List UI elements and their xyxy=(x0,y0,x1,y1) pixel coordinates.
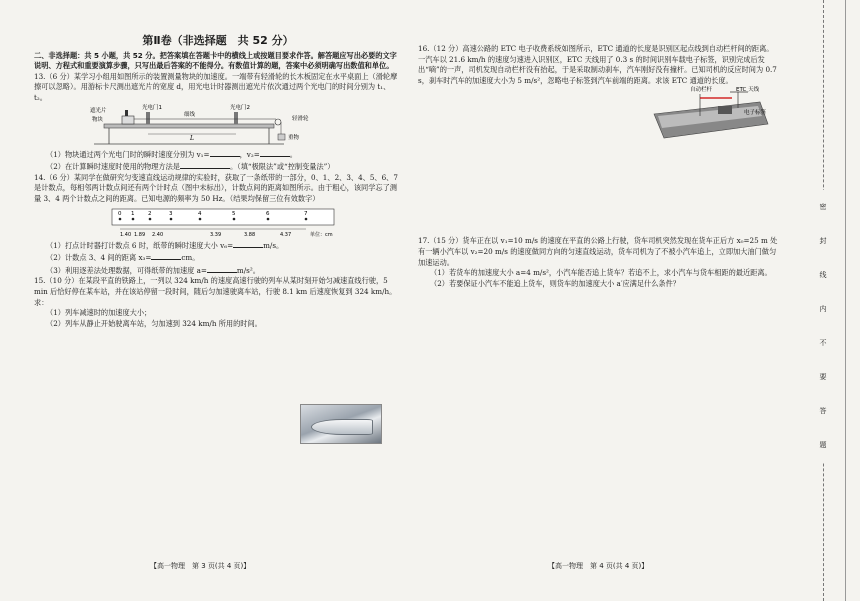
q14-sub1-text: （1）打点计时器打计数点 6 时，纸带的瞬时速度大小 v₆= xyxy=(46,240,234,250)
train-photo xyxy=(300,404,382,444)
q13-sub2 xyxy=(34,160,402,173)
tape-val-3: 3.39 xyxy=(210,231,222,238)
q17-sub1: （1）若货车的加速度大小 a=4 m/s²，小汽车能否追上货车？若追不上，求小汽车与货车相距的最近距离。 xyxy=(430,268,772,278)
q14-sub1 xyxy=(34,239,402,252)
tape-pt-3: 3 xyxy=(169,210,173,217)
seal-char: 密 xyxy=(819,203,827,211)
q13-apparatus-figure xyxy=(34,104,402,148)
q14-sub3-end: m/s²。 xyxy=(236,265,260,275)
page-4 xyxy=(418,36,780,289)
section-intro: 二、非选择题：共 5 小题，共 52 分。把答案填在答题卡中的横线上或按题目要求作答。解答题应写出必要的文字说明、方程式和重要演算步骤，只写出最后答案的不能得分。有数值计算的题，答案中必须明确写出数值和单位。 xyxy=(34,50,397,71)
tape-val-4: 3.88 xyxy=(244,231,256,238)
tape-pt-2: 2 xyxy=(148,210,152,217)
q14-sub1-end: m/s。 xyxy=(263,240,284,250)
seal-char: 答 xyxy=(819,407,827,415)
tape-pt-0: 0 xyxy=(118,210,122,217)
q13-sub1-text: （1）物块通过两个光电门时的瞬时速度分别为 v₁= xyxy=(46,149,210,159)
train-nose xyxy=(311,419,373,435)
tape-pt-4: 4 xyxy=(198,210,202,217)
seal-notice xyxy=(813,190,833,462)
q13-sub1-mid: ，v₂= xyxy=(239,149,260,159)
q14-blank-v6[interactable] xyxy=(233,239,263,248)
seal-char: 不 xyxy=(819,339,827,347)
q16-answer-space xyxy=(418,144,780,236)
q13-sub2-text: （2）在计算瞬时速度时使用的物理方法是 xyxy=(46,162,180,172)
q17-sub2: （2）若要保证小汽车不能追上货车，则货车的加速度大小 a′应满足什么条件？ xyxy=(430,278,680,288)
tape-val-2: 2.40 xyxy=(152,231,164,238)
q16-stem: 16.（12 分）高速公路的 ETC 电子收费系统如图所示，ETC 通道的长度是识别区起点线到自动栏杆间的距离。一汽车以 21.6 km/h 的速度匀速进入识别区，ETC 天线用了 0.3 s 的时间识别车载电子标签，识别完成后发出“嘀”的一声，司机发现自动栏杆没有抬起，于是采取制动刹车，汽车刚好没有撞杆。已知司机的反应时间为 0.7 s，刹车时汽车的加速度大小为 5 m/s²，忽略电子标签到汽车前端的距离。求该 ETC 通道的长度。 xyxy=(418,44,777,85)
fig13-label-L: L xyxy=(190,134,194,142)
seal-char: 线 xyxy=(819,271,827,279)
margin-line xyxy=(845,0,846,601)
binding-strip xyxy=(803,0,860,601)
q13-sub1-end: 。 xyxy=(289,149,297,159)
q14-sub2 xyxy=(34,251,402,264)
q17-stem: 17.（15 分）货车正在以 v₁=10 m/s 的速度在平直的公路上行驶，货车司机突然发现在货车正后方 x₀=25 m 处有一辆小汽车以 v₂=20 m/s 的速度做同方向的匀速直线运动，货车司机为了不被小汽车追上，立即加大油门做匀加速运动。 xyxy=(418,236,778,267)
q15-sub2: （2）列车从静止开始驶离车站，匀加速到 324 km/h 所用的时间。 xyxy=(46,318,262,328)
q15-sub1: （1）列车减速时的加速度大小； xyxy=(46,308,152,318)
tape-pt-7: 7 xyxy=(304,210,308,217)
q14-tape-figure xyxy=(34,205,402,239)
tape-unit: 单位：cm xyxy=(310,231,333,238)
seal-char: 封 xyxy=(819,237,827,245)
tape-val-1: 1.89 xyxy=(134,231,146,238)
seal-char: 内 xyxy=(819,305,827,313)
tape-pt-5: 5 xyxy=(232,210,236,217)
q14-stem: 14.（6 分）某同学在做研究匀变速直线运动规律的实验时，获取了一条纸带的一部分，0、1、2、3、4、5、6、7 是计数点，每相邻两计数点间还有两个计时点（图中未标出），计数点间的距离如图所示。由于粗心，该同学忘了测量 3、4 两个计数点之间的距离。已知电源的频率为 50 Hz。（结果均保留三位有效数字） xyxy=(34,172,398,203)
q13-sub1 xyxy=(34,148,402,161)
fig16-label-antenna: ETC 天线 xyxy=(736,87,760,94)
q14-sub2-end: cm。 xyxy=(181,253,200,263)
tape-pt-1: 1 xyxy=(131,210,135,217)
tape-pt-6: 6 xyxy=(266,210,270,217)
fig13-label-pulley: 轻滑轮 xyxy=(292,115,309,122)
q15-stem: 15.（10 分）在某段平直的铁路上，一列以 324 km/h 的速度高速行驶的列车从某时刻开始匀减速直线行驶，5 min 后恰好停在某车站，并在该站停留一段时间，随后匀加速驶离车站，行驶 8.1 km 后速度恢复到 324 km/h。求： xyxy=(34,276,397,307)
tape-val-5: 4.37 xyxy=(280,231,292,238)
q13-stem: 13.（6 分）某学习小组用如图所示的装置测量物块的加速度。一端带有轻滑轮的长木板固定在水平桌面上（滑轮摩擦可以忽略）。用游标卡尺测出遮光片的宽度 d，用光电计时器测出遮光片依次通过两个光电门的时间分别为 t₁、t₂。 xyxy=(34,71,398,102)
fig16-label-barrier: 自动栏杆 xyxy=(690,87,713,94)
footer-page-3: 【高一物理 第 3 页(共 4 页)】 xyxy=(150,562,251,570)
seal-char: 要 xyxy=(819,373,827,381)
q14-sub3 xyxy=(34,264,402,277)
fig13-label-gate2: 光电门2 xyxy=(230,104,250,111)
q13-blank-v1[interactable] xyxy=(210,148,240,157)
tape-val-0: 1.40 xyxy=(120,231,132,238)
fig16-label-tag: 电子标签 xyxy=(744,110,767,117)
fig13-label-block: 物块 xyxy=(92,116,104,123)
q13-sub2-end: 。（填“极限法”或“控制变量法”） xyxy=(229,162,335,172)
seal-char: 题 xyxy=(819,441,827,449)
fig13-label-gate1: 光电门1 xyxy=(142,104,162,111)
part-title: 第Ⅱ卷（非选择题 共 52 分） xyxy=(142,34,294,47)
q13-blank-method[interactable] xyxy=(180,160,230,169)
fig13-label-shade: 遮光片 xyxy=(90,107,107,114)
q14-sub2-text: （2）计数点 3、4 间的距离 x₃= xyxy=(46,253,152,263)
fig13-label-weight: 重物 xyxy=(288,134,300,141)
q14-blank-a[interactable] xyxy=(207,264,237,273)
q14-sub3-text: （3）利用逐差法处理数据，可得纸带的加速度 a= xyxy=(46,265,207,275)
q16-etc-figure xyxy=(418,86,780,144)
fig13-label-string: 细线 xyxy=(184,111,196,118)
q13-blank-v2[interactable] xyxy=(260,148,290,157)
page-3 xyxy=(34,36,402,329)
footer-page-4: 【高一物理 第 4 页(共 4 页)】 xyxy=(548,562,649,570)
q14-blank-x3[interactable] xyxy=(151,251,181,260)
